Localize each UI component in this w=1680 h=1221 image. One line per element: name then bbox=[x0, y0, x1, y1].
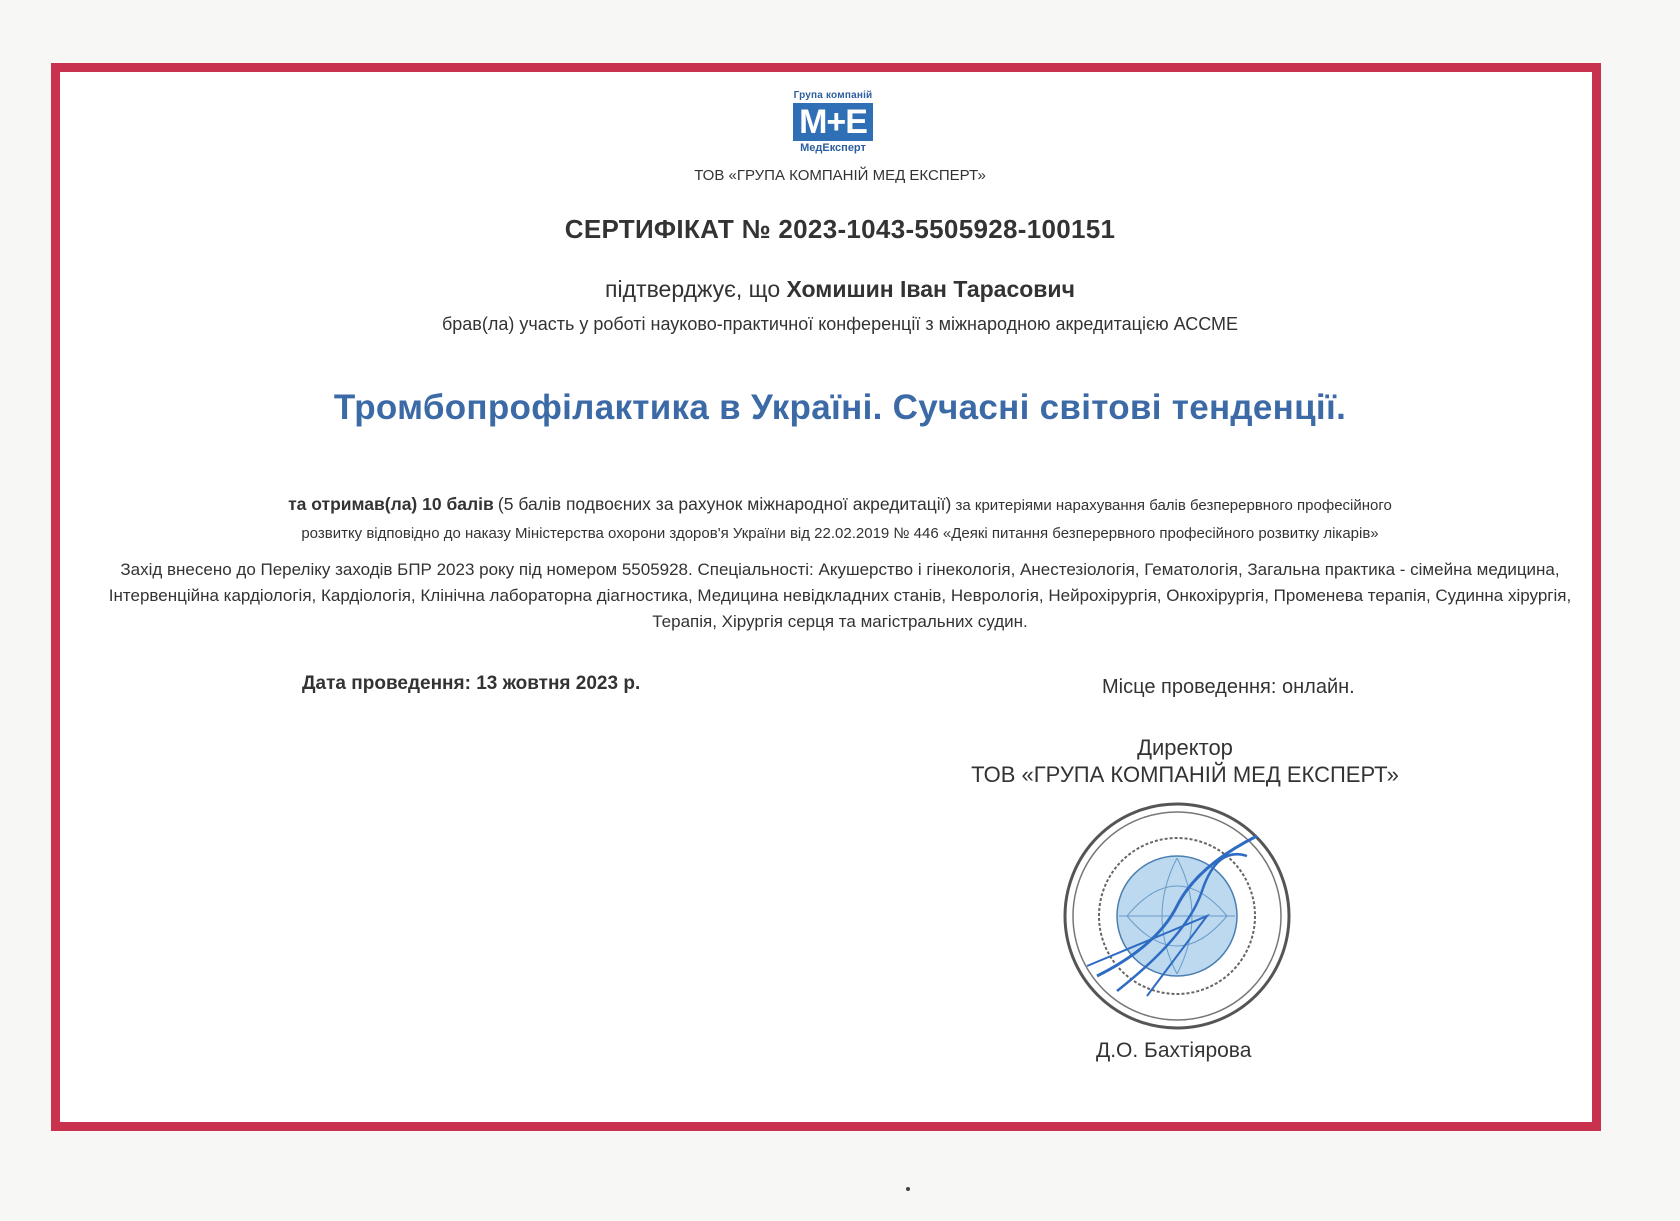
points-block bbox=[0, 490, 1680, 548]
company-stamp bbox=[1057, 796, 1297, 1036]
director-block bbox=[900, 734, 1470, 788]
event-date: Дата проведення: 13 жовтня 2023 р. bbox=[302, 673, 641, 694]
participation-line: брав(ла) участь у роботі науково-практичної конференції з міжнародною акредитацією АССМЕ bbox=[441, 314, 1239, 334]
confirmation-line bbox=[0, 276, 1680, 303]
logo-top-text: Група компаній bbox=[793, 90, 873, 101]
points-doubled: (5 балів подвоєних за рахунок міжнародної акредитації) bbox=[497, 494, 952, 514]
scan-dot bbox=[906, 1187, 910, 1191]
certificate-number: СЕРТИФІКАТ № 2023-1043-5505928-100151 bbox=[564, 214, 1116, 244]
event-info: Захід внесено до Переліку заходів БПР 2023 року під номером 5505928. Спеціальності: Акушерство і гінекологія, Анестезіологія, Гематологія, Загальна практика - сімейна медицина, Інтервенційна кардіологія, Кардіологія, Клінічна лабораторна діагностика, Медицина невідкладних станів, Неврологія, Нейрохірургія, Онкохірургія, Променева терапія, Судинна хірургія, Терапія, Хірургія серця та магістральних судин. bbox=[108, 560, 1572, 631]
director-title: Директор bbox=[1137, 735, 1233, 760]
company-logo bbox=[790, 90, 876, 154]
director-org: ТОВ «ГРУПА КОМПАНІЙ МЕД ЕКСПЕРТ» bbox=[971, 762, 1399, 787]
points-received: та отримав(ла) 10 балів bbox=[288, 494, 494, 514]
conference-topic: Тромбопрофілактика в Україні. Сучасні світові тенденції. bbox=[333, 388, 1347, 427]
recipient-name: Хомишин Іван Тарасович bbox=[786, 276, 1075, 302]
signer-name: Д.О. Бахтіярова bbox=[1096, 1039, 1252, 1062]
organization-name: ТОВ «ГРУПА КОМПАНІЙ МЕД ЕКСПЕРТ» bbox=[694, 167, 986, 184]
points-criteria-2: розвитку відповідно до наказу Міністерства охорони здоров'я України від 22.02.2019 № 446 «Деякі питання безперервного професійного розвитку лікарів» bbox=[301, 525, 1379, 542]
logo-bottom-text: МедЕксперт bbox=[800, 142, 866, 154]
event-place: Місце проведення: онлайн. bbox=[1102, 676, 1355, 698]
points-criteria-1: за критеріями нарахування балів безперервного професійного bbox=[955, 497, 1392, 514]
confirms-prefix: підтверджує, що bbox=[605, 276, 781, 302]
logo-mark: M+E bbox=[793, 103, 873, 141]
